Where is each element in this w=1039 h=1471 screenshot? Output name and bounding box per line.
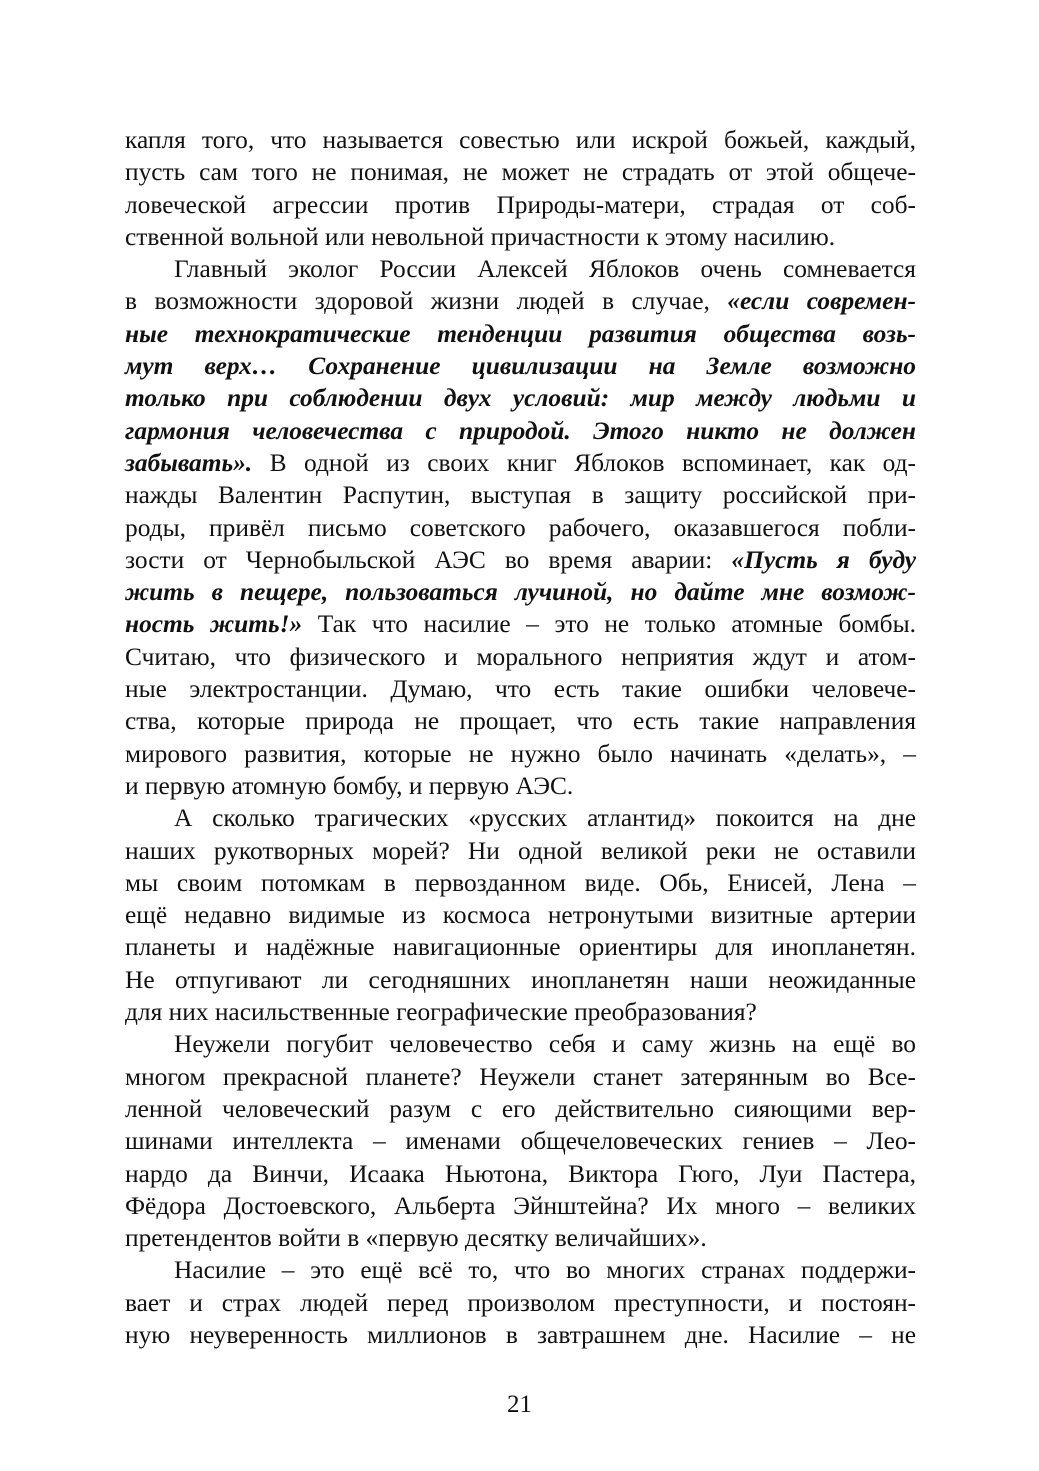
quote-line: жить в пещере, пользоваться лучиной, но дайте мне возмож-	[125, 578, 916, 607]
quote-line: только при соблюдении двух условий: мир между людьми и	[125, 384, 916, 413]
text-line: ленной человеческий разум с его действительно сияющими вер-	[125, 1094, 916, 1123]
text-line: ства, которые природа не прощает, что есть такие направления	[125, 707, 916, 736]
quote-line: гармония человечества с природой. Этого никто не должен	[125, 416, 916, 445]
text-line	[125, 544, 916, 576]
text-line: Главный эколог России Алексей Яблоков очень сомневается	[174, 255, 916, 284]
quote-text: «Пусть я буду	[731, 545, 916, 574]
text-line: капля того, что называется совестью или искрой божьей, каждый,	[125, 126, 916, 154]
text-line: ные электростанции. Думаю, что есть такие ошибки человече-	[125, 675, 916, 704]
text-line: Фёдора Достоевского, Альберта Эйнштейна? Их много – великих	[125, 1191, 916, 1220]
quote-text: ность жить!»	[125, 610, 303, 639]
body-text	[125, 124, 916, 1351]
text-line: шинами интеллекта – именами общечеловеческих гениев – Лео-	[125, 1127, 916, 1156]
text-line: многом прекрасной планете? Неужели станет затерянным во Все-	[125, 1062, 916, 1091]
text-run: зости от Чернобыльской АЭС во время аварии:	[125, 545, 732, 574]
text-line: претендентов войти в «первую десятку величайших».	[125, 1224, 707, 1253]
text-line: планеты и надёжные навигационные ориентиры для инопланетян.	[125, 933, 916, 962]
text-line: А сколько трагических «русских атлантид» покоится на дне	[174, 804, 916, 833]
text-line: наших рукотворных морей? Ни одной великой реки не оставили	[125, 836, 916, 865]
text-line: и первую атомную бомбу, и первую АЭС.	[125, 771, 574, 800]
quote-line: ные технократические тенденции развития общества возь-	[125, 319, 916, 348]
text-line	[125, 447, 916, 479]
text-line: мирового развития, которые не нужно было начинать «делать», –	[125, 739, 916, 768]
text-line: ловеческой агрессии против Природы-матери, страдая от соб-	[125, 190, 916, 219]
text-line: Насилие – это ещё всё то, что во многих странах поддержи-	[174, 1256, 916, 1285]
text-line: Неужели погубит человечество себя и саму жизнь на ещё во	[174, 1030, 916, 1059]
text-line	[125, 608, 916, 640]
text-line: ещё недавно видимые из космоса нетронутыми визитные артерии	[125, 901, 916, 930]
text-line: нардо да Винчи, Исаака Ньютона, Виктора Гюго, Луи Пастера,	[125, 1159, 916, 1188]
page-number: 21	[507, 1391, 532, 1418]
quote-text: «если современ-	[727, 287, 917, 316]
text-run: Так что насилие – это не только атомные бомбы.	[302, 610, 916, 639]
text-line: Считаю, что физического и морального неприятия ждут и атом-	[125, 642, 916, 671]
text-line: Не отпугивают ли сегодняшних инопланетян наши неожиданные	[125, 965, 916, 994]
text-run: в возможности здоровой жизни людей в случае,	[125, 287, 728, 316]
text-run: В одной из своих книг Яблоков вспоминает, как од-	[252, 448, 916, 477]
text-line: ную неуверенность миллионов в завтрашнем дне. Насилие – не	[125, 1320, 916, 1349]
text-line: нажды Валентин Распутин, выступая в защиту российской при-	[125, 481, 916, 510]
text-line: ственной вольной или невольной причастности к этому насилию.	[125, 222, 836, 251]
text-line: для них насильственные географические преобразования?	[125, 998, 757, 1027]
text-line: мы своим потомкам в первозданном виде. Обь, Енисей, Лена –	[125, 868, 916, 897]
text-line: пусть сам того не понимая, не может не страдать от этой общече-	[125, 158, 916, 187]
quote-line: мут верх… Сохранение цивилизации на Земле возможно	[125, 352, 916, 381]
quote-text: забывать».	[125, 448, 253, 477]
text-line: вает и страх людей перед произволом преступности, и постоян-	[125, 1288, 916, 1317]
text-line: роды, привёл письмо советского рабочего, оказавшегося побли-	[125, 513, 916, 542]
text-line	[125, 285, 916, 317]
